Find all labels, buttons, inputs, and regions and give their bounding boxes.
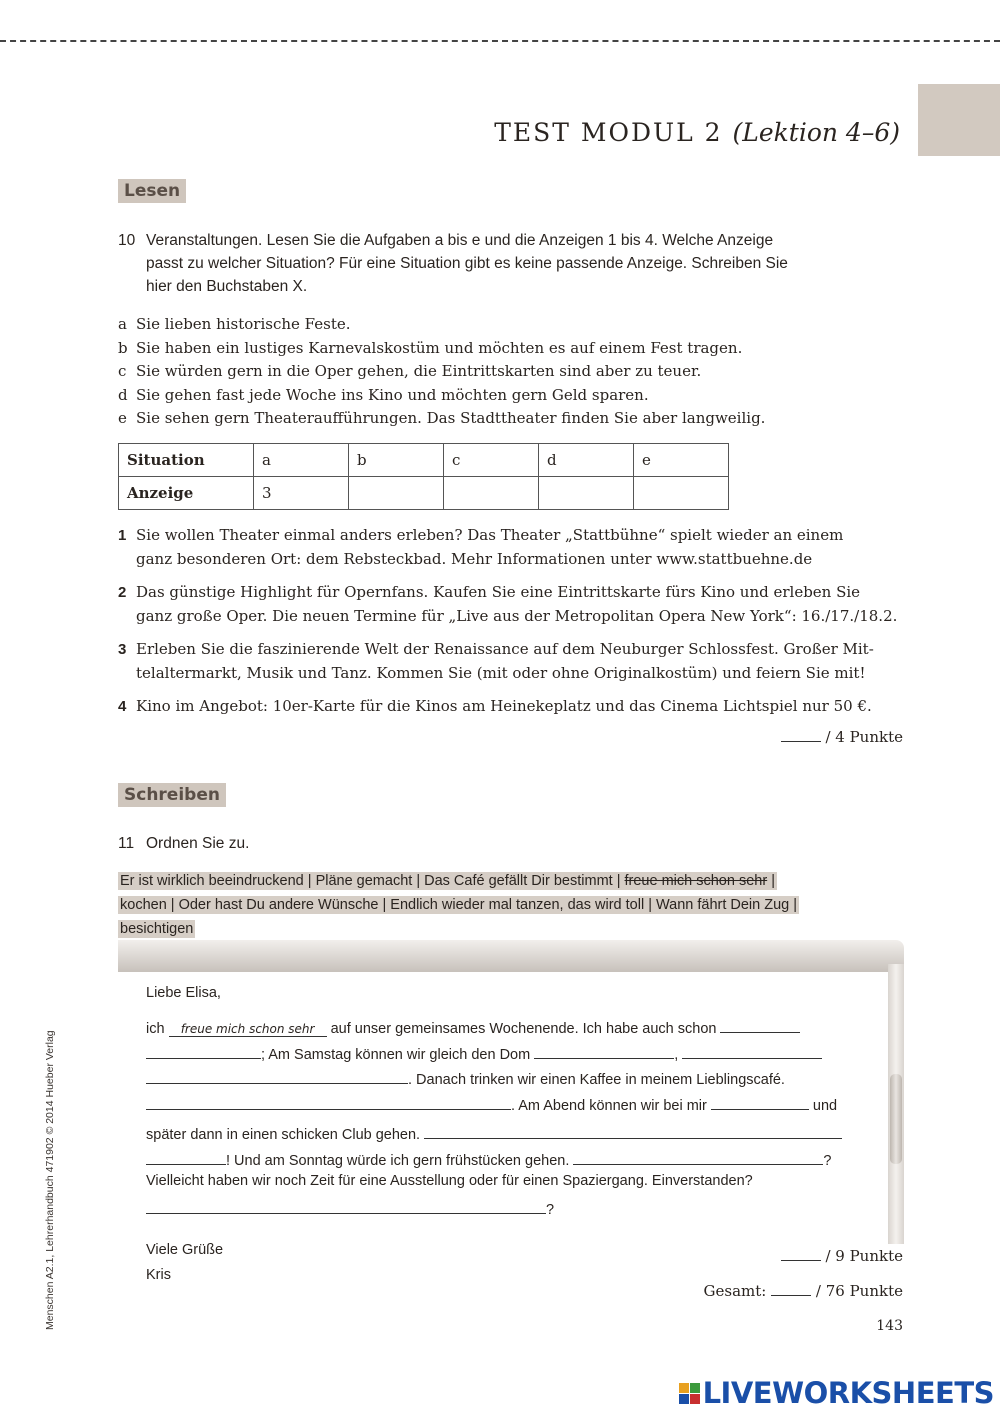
letter-line-4: . Am Abend können wir bei mir und [146,1098,837,1114]
page-number: 143 [876,1318,903,1334]
situation-cell: a [254,444,349,477]
gap-5[interactable] [682,1058,822,1059]
gap-9[interactable] [424,1138,842,1139]
letter-line-1: ich freue mich schon sehr auf unser gemeinsames Wochenende. Ich habe auch schon [146,1021,800,1037]
situation-item: c Sie würden gern in die Oper gehen, die Eintrittskarten sind aber zu teuer. [118,362,702,380]
anzeige-answer-d[interactable] [539,477,634,510]
gap-8[interactable] [711,1109,809,1110]
page-title: TEST MODUL 2 (Lektion 4–6) [494,118,900,147]
anzeige-answer-b[interactable] [349,477,444,510]
word-box: Er ist wirklich beeindruckend | Pläne gemacht | Das Café gefällt Dir bestimmt | freue mich schon sehr | kochen | Oder hast Du andere Wünsche | Endlich wieder mal tanzen, das wird toll | Wann fährt Dein Zug | besichtigen [120,873,798,937]
lesen-points: / 4 Punkte [781,728,903,746]
gap-10[interactable] [146,1164,226,1165]
gap-2[interactable] [720,1032,800,1033]
letter-line-6: ! Und am Sonntag würde ich gern frühstücken gehen. ? [146,1153,832,1169]
task-11-instructions: 11 Ordnen Sie zu. [118,835,250,852]
anzeige-answer-e[interactable] [634,477,729,510]
table-header-anzeige: Anzeige [119,477,254,510]
used-word: freue mich schon sehr [624,873,768,889]
scrollbar-thumb[interactable] [890,1074,902,1164]
liveworksheets-icon [679,1383,700,1404]
letter-line-2: ; Am Samstag können wir gleich den Dom , [146,1047,822,1063]
situation-item: b Sie haben ein lustiges Karnevalskostüm und möchten es auf einem Fest tragen. [118,338,743,357]
anzeige-answer-a: 3 [254,477,349,510]
situation-item: d Sie gehen fast jede Woche ins Kino und möchten gern Geld sparen. [118,385,649,404]
gap-3[interactable] [146,1058,261,1059]
situation-cell: c [444,444,539,477]
anzeige-answer-c[interactable] [444,477,539,510]
ads-list [118,524,908,729]
situation-item: a Sie lieben historische Feste. [118,315,351,333]
gap-12[interactable] [146,1213,546,1214]
gap-7[interactable] [146,1109,511,1110]
copyright-sidebar: Menschen A2.1, Lehrerhandbuch 471902 © 2014 Hueber Verlag [44,1030,56,1330]
situation-item: e Sie sehen gern Theateraufführungen. Das Stadttheater finden Sie aber langweilig. [118,409,766,427]
cut-line [0,40,1000,42]
letter-closing: Viele Grüße [146,1242,224,1258]
task-10-instructions: 10 Veranstaltungen. Lesen Sie die Aufgaben a bis e und die Anzeigen 1 bis 4. Welche Anzeige passt zu welcher Situation? Für eine Situation gibt es keine passende Anzeige. Schreiben Sie hier den Buchstaben X. [118,232,788,295]
section-label-schreiben: Schreiben [118,783,226,807]
letter-line-3: . Danach trinken wir einen Kaffee in meinem Lieblingscafé. [146,1072,785,1088]
total-points: Gesamt: / 76 Punkte [703,1282,903,1300]
ad-item: 3 Erleben Sie die faszinierende Welt der Renaissance auf dem Neuburger Schlossfest. Großer Mit- telaltermarkt, Musik und Tanz. Kommen Sie (mit oder ohne Originalkostüm) und feiern Sie mit! [118,640,874,682]
ad-item: 4 Kino im Angebot: 10er-Karte für die Kinos am Heinekeplatz und das Cinema Lichtspiel nur 50 €. [118,697,872,715]
letter-line-8: ? [146,1202,554,1218]
total-score-field[interactable] [771,1295,811,1296]
gap-1-filled: freue mich schon sehr [169,1022,327,1037]
letter-header-bar [118,940,904,972]
gap-6[interactable] [146,1083,408,1084]
letter-greeting: Liebe Elisa, [146,985,221,1001]
situation-list [118,313,765,431]
schreiben-points: / 9 Punkte [781,1247,903,1265]
schreiben-score-field[interactable] [781,1260,821,1261]
situation-cell: e [634,444,729,477]
letter-body [118,972,884,1272]
gap-4[interactable] [534,1058,674,1059]
ad-item: 1 Sie wollen Theater einmal anders erleben? Das Theater „Stattbühne“ spielt wieder an einem ganz besonderen Ort: dem Rebsteckbad. Mehr Informationen unter www.stattbuehne.de [118,526,844,568]
table-header-situation: Situation [119,444,254,477]
liveworksheets-logo: LIVEWORKSHEETS [679,1376,994,1410]
letter-signature: Kris [146,1267,171,1283]
letter-scrollbar[interactable] [888,964,904,1244]
page-tab-marker [918,84,1000,156]
letter-line-7: Vielleicht haben wir noch Zeit für eine Ausstellung oder für einen Spaziergang. Einverstanden? [146,1173,753,1189]
letter-card [118,940,904,1240]
answer-table [118,443,729,510]
gap-11[interactable] [573,1164,823,1165]
ad-item: 2 Das günstige Highlight für Opernfans. Kaufen Sie eine Eintrittskarte fürs Kino und erleben Sie ganz große Oper. Die neuen Termine für „Live aus der Metropolitan Opera New York“: 16./17./18.2. [118,583,898,625]
situation-cell: d [539,444,634,477]
section-label-lesen: Lesen [118,179,186,203]
situation-cell: b [349,444,444,477]
lesen-score-field[interactable] [781,741,821,742]
letter-line-5: später dann in einen schicken Club gehen. [146,1127,842,1143]
